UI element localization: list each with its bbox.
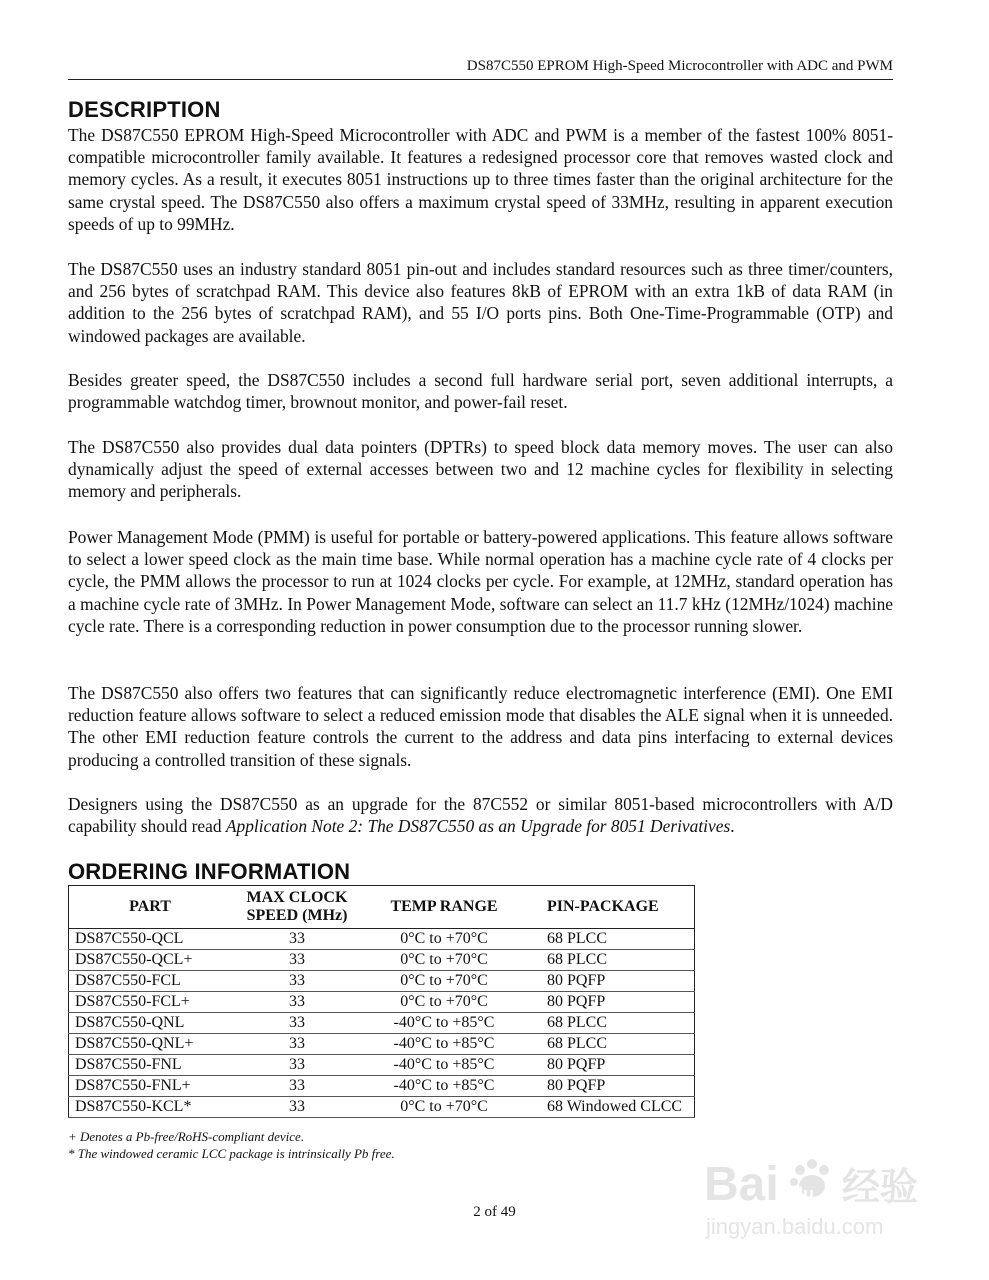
cell-part: DS87C550-FCL+ — [69, 992, 232, 1013]
cell-speed: 33 — [231, 1013, 363, 1034]
cell-package: 68 Windowed CLCC — [525, 1097, 695, 1118]
cell-temp: 0°C to +70°C — [363, 992, 525, 1013]
cell-part: DS87C550-QCL — [69, 929, 232, 950]
table-row — [69, 1013, 695, 1034]
cell-part: DS87C550-QNL — [69, 1013, 232, 1034]
cell-temp: 0°C to +70°C — [363, 929, 525, 950]
col-temp: TEMP RANGE — [363, 886, 525, 929]
watermark-du: du — [792, 1184, 814, 1204]
cell-temp: -40°C to +85°C — [363, 1013, 525, 1034]
col-speed-line2: SPEED (MHz) — [246, 907, 348, 924]
cell-package: 80 PQFP — [525, 1076, 695, 1097]
baidu-watermark — [700, 1148, 940, 1244]
cell-part: DS87C550-KCL* — [69, 1097, 232, 1118]
table-row — [69, 1055, 695, 1076]
cell-part: DS87C550-FNL+ — [69, 1076, 232, 1097]
page-number: 2 of 49 — [473, 1204, 516, 1220]
cell-speed: 33 — [231, 971, 363, 992]
note-pb-free: + Denotes a Pb-free/RoHS-compliant device. — [68, 1129, 305, 1144]
cell-speed: 33 — [231, 992, 363, 1013]
cell-speed: 33 — [231, 929, 363, 950]
paragraph-7-text: Designers using the DS87C550 as an upgrade for the 87C552 or similar 8051-based microcontrollers with A/D capability should read — [68, 794, 893, 837]
note-windowed: * The windowed ceramic LCC package is intrinsically Pb free. — [68, 1146, 395, 1161]
col-part: PART — [69, 886, 232, 929]
watermark-url: jingyan.baidu.com — [706, 1214, 884, 1239]
cell-part: DS87C550-QCL+ — [69, 950, 232, 971]
ordering-heading: ORDERING INFORMATION — [68, 859, 351, 884]
cell-package: 80 PQFP — [525, 971, 695, 992]
paragraph-2: The DS87C550 uses an industry standard 8051 pin-out and includes standard resources such as three timer/counters, and 256 bytes of scratchpad RAM. This device also features 8kB of EPROM with an extra 1kB of data RAM (in addition to the 256 bytes of scratchpad RAM), and 55 I/O ports pins. Both One-Time-Programmable (OTP) and windowed packages are available. — [68, 259, 893, 346]
paragraph-3: Besides greater speed, the DS87C550 includes a second full hardware serial port, seven additional interrupts, a programmable watchdog timer, brownout monitor, and power-fail reset. — [68, 370, 893, 413]
table-row — [69, 1076, 695, 1097]
table-row — [69, 950, 695, 971]
cell-package: 80 PQFP — [525, 1055, 695, 1076]
cell-package: 68 PLCC — [525, 950, 695, 971]
cell-speed: 33 — [231, 1097, 363, 1118]
paragraph-5: Power Management Mode (PMM) is useful for portable or battery-powered applications. This feature allows software to select a lower speed clock as the main time base. While normal operation has a machine cycle rate of 4 clocks per cycle, the PMM allows the processor to run at 1024 clocks per cycle. For example, at 12MHz, standard operation has a machine cycle rate of 3MHz. In Power Management Mode, software can select an 11.7 kHz (12MHz/1024) machine cycle rate. There is a corresponding reduction in power consumption due to the processor running slower. — [68, 527, 893, 636]
cell-part: DS87C550-QNL+ — [69, 1034, 232, 1055]
col-speed-line1: MAX CLOCK — [246, 889, 348, 906]
cell-temp: -40°C to +85°C — [363, 1055, 525, 1076]
cell-temp: 0°C to +70°C — [363, 950, 525, 971]
table-row — [69, 992, 695, 1013]
cell-package: 80 PQFP — [525, 992, 695, 1013]
table-row — [69, 929, 695, 950]
running-header: DS87C550 EPROM High-Speed Microcontroller with ADC and PWM — [68, 58, 893, 80]
paragraph-1: The DS87C550 EPROM High-Speed Microcontroller with ADC and PWM is a member of the fastest 100% 8051-compatible microcontroller family available. It features a redesigned processor core that removes wasted clock and memory cycles. As a result, it executes 8051 instructions up to three times faster than the original architecture for the same crystal speed. The DS87C550 also offers a maximum crystal speed of 33MHz, resulting in apparent execution speeds of up to 99MHz. — [68, 125, 893, 234]
cell-package: 68 PLCC — [525, 1013, 695, 1034]
cell-temp: -40°C to +85°C — [363, 1076, 525, 1097]
paragraph-6: The DS87C550 also offers two features that can significantly reduce electromagnetic interference (EMI). One EMI reduction feature allows software to select a reduced emission mode that disables the ALE signal when it is unneeded. The other EMI reduction feature controls the current to the address and data pins interfacing to external devices producing a controlled transition of these signals. — [68, 683, 893, 770]
table-row — [69, 1097, 695, 1118]
cell-package: 68 PLCC — [525, 929, 695, 950]
cell-part: DS87C550-FNL — [69, 1055, 232, 1076]
cell-speed: 33 — [231, 1076, 363, 1097]
paragraph-7 — [68, 793, 893, 837]
cell-speed: 33 — [231, 1055, 363, 1076]
cell-part: DS87C550-FCL — [69, 971, 232, 992]
col-package: PIN-PACKAGE — [525, 886, 695, 929]
table-row — [69, 1034, 695, 1055]
cell-package: 68 PLCC — [525, 1034, 695, 1055]
watermark-bai: Bai — [704, 1158, 779, 1211]
description-heading: DESCRIPTION — [68, 97, 221, 122]
paragraph-4: The DS87C550 also provides dual data pointers (DPTRs) to speed block data memory moves. The user can also dynamically adjust the speed of external accesses between two and 12 machine cycles for flexibility in selecting memory and peripherals. — [68, 437, 893, 502]
cell-speed: 33 — [231, 1034, 363, 1055]
col-speed — [231, 886, 363, 929]
paragraph-7-end: . — [730, 816, 735, 837]
cell-temp: 0°C to +70°C — [363, 1097, 525, 1118]
cell-speed: 33 — [231, 950, 363, 971]
table-notes — [68, 1128, 395, 1162]
cell-temp: -40°C to +85°C — [363, 1034, 525, 1055]
watermark-jingyan: 经验 — [842, 1165, 919, 1209]
table-header-row — [69, 886, 695, 929]
table-row — [69, 971, 695, 992]
cell-temp: 0°C to +70°C — [363, 971, 525, 992]
application-note-title: Application Note 2: The DS87C550 as an Upgrade for 8051 Derivatives — [225, 816, 731, 837]
ordering-table — [68, 885, 695, 1118]
